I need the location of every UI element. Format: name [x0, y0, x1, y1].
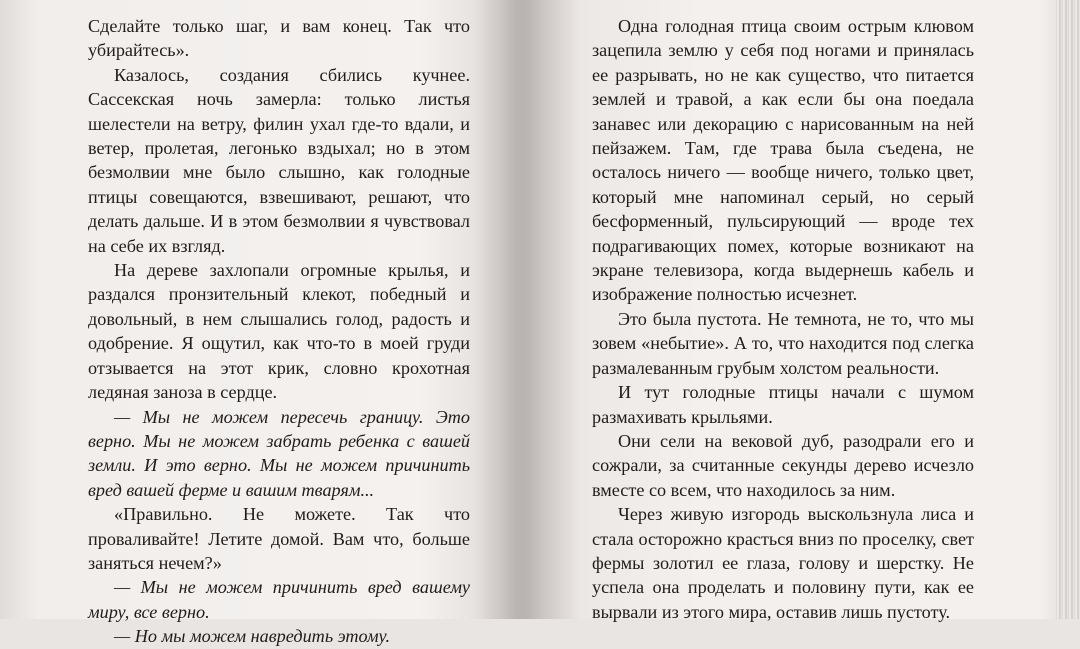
page-edges: [1056, 0, 1080, 619]
left-paragraph: Казалось, создания сбились кучнее. Сассекская ночь замерла: только листья шелестели на ветру, филин ухал где-то вдали, и ветер, пролетая, легонько вздыхал; но в этом безмолвии мне было слышно, как голодные птицы совещаются, взвешивают, решают, что делать дальше. И в этом безмолвии я чувствовал на себе их взгляд.: [88, 64, 470, 256]
left-paragraph: «Правильно. Не можете. Так что проваливайте! Летите домой. Вам что, больше заняться нечем?»: [88, 504, 470, 573]
left-paragraph: Сделайте только шаг, и вам конец. Так что убирайтесь».: [88, 16, 470, 61]
left-paragraph-dialogue: — Мы не можем причинить вред вашему миру, все верно.: [88, 577, 470, 622]
left-paragraph-dialogue: — Но мы можем навредить этому.: [114, 626, 391, 647]
right-paragraph: Одна голодная птица своим острым клювом зацепила землю у себя под ногами и принялась ее разрывать, но не как существо, что питается землей и травой, а как если бы она поедала занавес или декорацию с нарисованным на ней пейзажем. Там, где трава была съедена, не осталось ничего — вообще ничего, только цвет, который мне напоминал серый, но серый бесформенный, пульсирующий — вроде тех подрагивающих помех, которые возникают на экране телевизора, когда выдернешь кабель и изображение полностью исчезнет.: [592, 16, 974, 305]
right-paragraph: Это была пустота. Не темнота, не то, что мы зовем «небытие». А то, что находится под слегка размалеванным грубым холстом реальности.: [592, 308, 974, 378]
left-paragraph-dialogue: — Мы не можем пересечь границу. Это верно. Мы не можем забрать ребенка с вашей земли. И это верно. Мы не можем причинить вред вашей ферме и вашим тварям...: [88, 406, 470, 500]
right-paragraph: И тут голодные птицы начали с шумом размахивать крыльями.: [592, 382, 974, 427]
right-page: [592, 14, 974, 624]
right-paragraph: Они сели на вековой дуб, разодрали его и сожрали, за считанные секунды дерево исчезло вместе со всем, что находилось за ним.: [592, 430, 974, 500]
left-paragraph: На дереве захлопали огромные крылья, и раздался пронзительный клекот, победный и довольный, в нем слышались голод, радость и одобрение. Я ощутил, как что-то в моей груди отзывается на этот крик, словно крохотная ледяная заноза в сердце.: [88, 260, 470, 403]
book-gutter: [470, 0, 580, 619]
left-page: [88, 14, 470, 649]
right-paragraph: Через живую изгородь выскользнула лиса и стала осторожно красться вниз по проселку, свет фермы золотил ее глаза, голову и шерстку. Не успела она проделать и половину пути, как ее вырвали из этого мира, оставив лишь пустоту.: [592, 504, 974, 622]
